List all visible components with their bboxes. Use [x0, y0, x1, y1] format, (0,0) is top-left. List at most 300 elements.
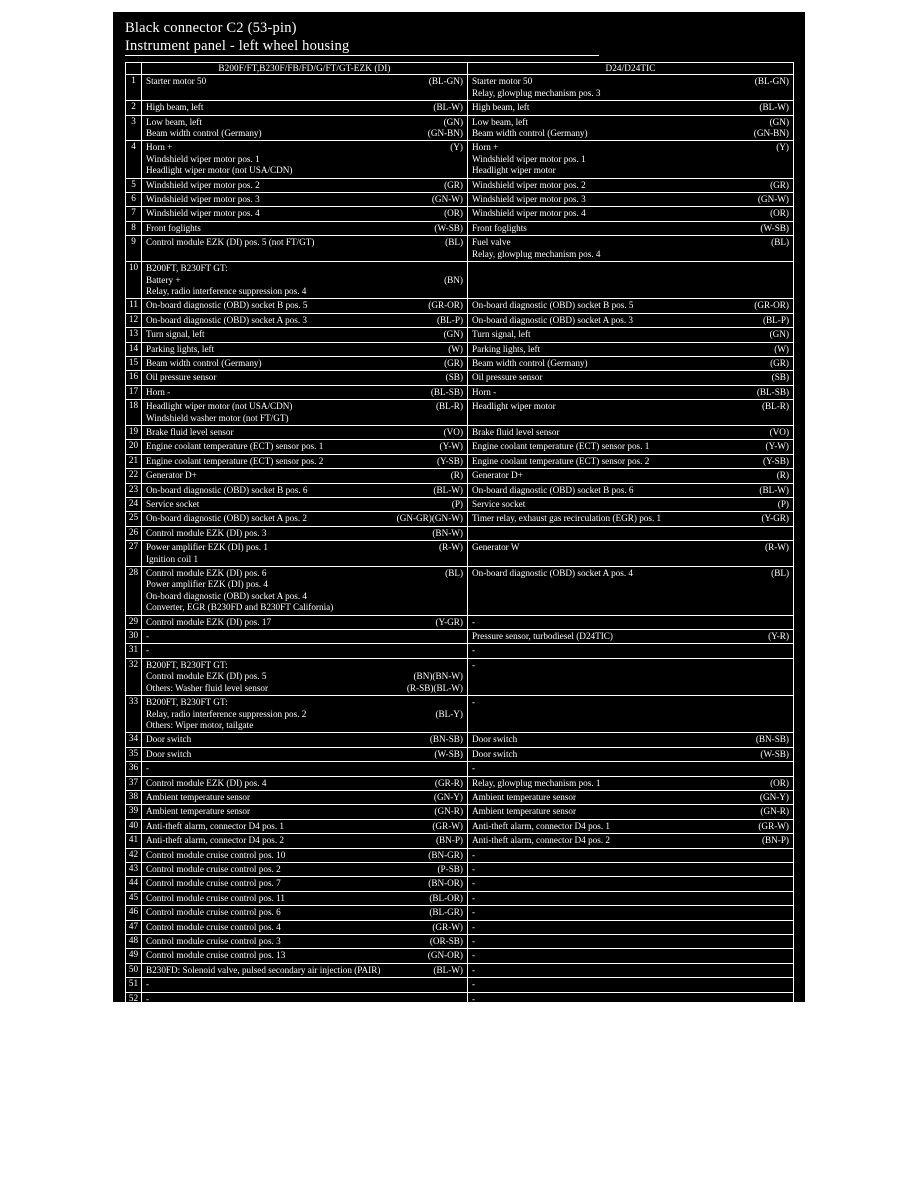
cell-content [142, 262, 467, 298]
pin-number: 46 [126, 906, 142, 920]
pin-number: 20 [126, 440, 142, 454]
table-row [126, 978, 794, 992]
pin-number: 50 [126, 963, 142, 977]
cell-diesel [468, 469, 794, 483]
circuit-line [472, 470, 791, 481]
circuit-description: - [472, 950, 476, 961]
circuit-line [472, 165, 791, 176]
circuit-line [472, 344, 791, 355]
circuit-description: Windshield wiper motor pos. 4 [146, 208, 260, 219]
circuit-line [146, 387, 465, 398]
wire-color-code: (Y) [450, 142, 463, 153]
cell-content [468, 935, 793, 948]
circuit-line [146, 165, 465, 176]
cell-content [468, 993, 793, 1006]
cell-diesel [468, 615, 794, 629]
circuit-line [146, 275, 465, 286]
pin-number: 25 [126, 512, 142, 526]
circuit-line [146, 237, 465, 248]
cell-content [468, 179, 793, 192]
cell-content [142, 386, 467, 399]
circuit-line [472, 697, 791, 708]
wire-color-code: (W) [448, 343, 463, 354]
table-row [126, 790, 794, 804]
table-row [126, 512, 794, 526]
cell-content [142, 371, 467, 384]
cell-diesel [468, 776, 794, 790]
cell-gasoline [142, 425, 468, 439]
circuit-line [146, 697, 465, 708]
wire-color-code: (OR) [770, 777, 789, 788]
circuit-line [472, 907, 791, 918]
circuit-line [472, 878, 791, 889]
cell-content [142, 357, 467, 370]
circuit-description: - [146, 1008, 150, 1019]
cell-gasoline [142, 747, 468, 761]
cell-gasoline [142, 400, 468, 426]
wire-color-code: (BN)(BN-W) [413, 671, 463, 682]
circuit-description: Headlight wiper motor (not USA/CDN) [146, 401, 293, 412]
table-row [126, 819, 794, 833]
circuit-description: High beam, left [146, 102, 204, 113]
table-row [126, 193, 794, 207]
circuit-line [146, 413, 465, 424]
cell-content [468, 906, 793, 919]
circuit-line [472, 102, 791, 113]
circuit-line [146, 470, 465, 481]
wiring-table-sheet [113, 12, 805, 1019]
cell-gasoline [142, 935, 468, 949]
pin-number: 17 [126, 385, 142, 399]
circuit-line [146, 154, 465, 165]
circuit-line [472, 387, 791, 398]
circuit-line [146, 128, 465, 139]
circuit-description: On-board diagnostic (OBD) socket B pos. 5 [146, 300, 308, 311]
cell-gasoline [142, 313, 468, 327]
circuit-line [472, 660, 791, 671]
cell-content [468, 877, 793, 890]
cell-content [468, 236, 793, 261]
pin-number: 48 [126, 935, 142, 949]
cell-diesel [468, 963, 794, 977]
wire-color-code: (R-W) [439, 542, 463, 553]
wire-color-code: (BN-GR) [428, 849, 463, 860]
table-row [126, 385, 794, 399]
cell-diesel [468, 356, 794, 370]
cell-content [142, 455, 467, 468]
circuit-line [146, 1008, 465, 1019]
cell-diesel [468, 299, 794, 313]
circuit-line [472, 979, 791, 990]
cell-gasoline [142, 805, 468, 819]
cell-gasoline [142, 101, 468, 115]
cell-content [468, 455, 793, 468]
circuit-description: Starter motor 50 [472, 76, 533, 87]
page-title: Black connector C2 (53-pin) [125, 20, 297, 36]
wire-color-code: (GN) [443, 116, 463, 127]
cell-diesel [468, 328, 794, 342]
cell-gasoline [142, 342, 468, 356]
cell-diesel [468, 733, 794, 747]
circuit-description: Horn + [146, 142, 173, 153]
circuit-line [146, 344, 465, 355]
circuit-line [146, 427, 465, 438]
circuit-description: Low beam, left [472, 116, 528, 127]
wire-color-code: (BL-SB) [756, 386, 789, 397]
wire-color-code: (W) [774, 343, 789, 354]
cell-gasoline [142, 236, 468, 262]
circuit-description: Door switch [472, 734, 518, 745]
table-row [126, 328, 794, 342]
wire-color-code: (Y) [776, 142, 789, 153]
circuit-line [146, 485, 465, 496]
circuit-line [472, 441, 791, 452]
table-row [126, 696, 794, 733]
wire-color-code: (Y-R) [768, 631, 789, 642]
table-row [126, 236, 794, 262]
circuit-description: Beam width control (Germany) [472, 128, 588, 139]
circuit-line [146, 286, 465, 297]
cell-content [142, 733, 467, 746]
circuit-description: On-board diagnostic (OBD) socket A pos. 3 [472, 314, 634, 325]
circuit-description: - [472, 921, 476, 932]
cell-content [468, 616, 793, 629]
cell-content [468, 567, 793, 580]
pin-number: 6 [126, 193, 142, 207]
circuit-line [472, 76, 791, 87]
circuit-description: Control module cruise control pos. 6 [146, 907, 281, 918]
cell-content [142, 498, 467, 511]
cell-content [468, 527, 793, 540]
cell-gasoline [142, 498, 468, 512]
wire-color-code: (BL-GR) [429, 907, 463, 918]
circuit-line [146, 734, 465, 745]
cell-content [468, 371, 793, 384]
circuit-description: - [472, 892, 476, 903]
wire-color-code: (VO) [443, 426, 463, 437]
circuit-description: Oil pressure sensor [146, 372, 217, 383]
circuit-description: Relay, glowplug mechanism pos. 1 [472, 777, 601, 788]
pin-number: 35 [126, 747, 142, 761]
wire-color-code: (W-SB) [760, 222, 789, 233]
circuit-line [146, 300, 465, 311]
wire-color-code: (GN-GR)(GN-W) [396, 513, 463, 524]
circuit-line [146, 315, 465, 326]
circuit-line [146, 660, 465, 671]
circuit-description: Control module EZK (DI) pos. 5 (not FT/GT) [146, 237, 315, 248]
cell-diesel [468, 848, 794, 862]
table-body [126, 75, 794, 1021]
circuit-description: - [472, 697, 476, 708]
cell-diesel [468, 834, 794, 848]
circuit-line [472, 180, 791, 191]
cell-gasoline [142, 207, 468, 221]
table-row [126, 776, 794, 790]
cell-content [142, 616, 467, 629]
pin-number: 51 [126, 978, 142, 992]
circuit-line [146, 864, 465, 875]
circuit-line [146, 792, 465, 803]
cell-diesel [468, 236, 794, 262]
wire-color-code: (BL-R) [435, 401, 463, 412]
circuit-description: Ambient temperature sensor [146, 806, 251, 817]
table-row [126, 400, 794, 426]
circuit-line [146, 749, 465, 760]
table-row [126, 862, 794, 876]
title-block [113, 12, 805, 62]
table-row [126, 963, 794, 977]
circuit-description: Oil pressure sensor [472, 372, 543, 383]
circuit-line [472, 208, 791, 219]
wire-color-code: (GR) [770, 357, 789, 368]
cell-content [142, 567, 467, 615]
circuit-description: Service socket [146, 499, 200, 509]
circuit-description: Parking lights, left [146, 343, 215, 354]
pin-number: 15 [126, 356, 142, 370]
table-row [126, 630, 794, 644]
table-row [126, 747, 794, 761]
circuit-description: Control module cruise control pos. 2 [146, 863, 281, 874]
circuit-line [472, 542, 791, 553]
wire-color-code: (BL-P) [762, 314, 789, 325]
circuit-line [472, 835, 791, 846]
pin-number: 22 [126, 469, 142, 483]
circuit-description: Beam width control (Germany) [146, 128, 262, 139]
circuit-line [472, 358, 791, 369]
cell-content [142, 849, 467, 862]
cell-gasoline [142, 644, 468, 658]
cell-gasoline [142, 75, 468, 101]
circuit-description: On-board diagnostic (OBD) socket A pos. 3 [146, 314, 308, 325]
circuit-description: B200FT, B230FT GT: [146, 697, 228, 708]
cell-content [468, 921, 793, 934]
wire-color-code: (BL-W) [433, 964, 463, 975]
circuit-line [146, 835, 465, 846]
cell-diesel [468, 221, 794, 235]
pin-number: 10 [126, 262, 142, 299]
circuit-line [146, 631, 465, 642]
circuit-description: Control module cruise control pos. 10 [146, 849, 286, 860]
wire-color-code: (BN) [444, 274, 463, 285]
wire-color-code: (GN-Y) [759, 791, 789, 802]
circuit-description: Windshield wiper motor pos. 3 [146, 194, 260, 205]
table-row [126, 207, 794, 221]
cell-diesel [468, 819, 794, 833]
pinout-table [125, 62, 794, 1021]
cell-diesel [468, 567, 794, 616]
table-row [126, 733, 794, 747]
table-row [126, 425, 794, 439]
cell-content [468, 193, 793, 206]
cell-content [142, 644, 467, 657]
cell-content [142, 299, 467, 312]
circuit-description: Ambient temperature sensor [472, 791, 577, 802]
cell-diesel [468, 906, 794, 920]
table-row [126, 935, 794, 949]
table-row [126, 992, 794, 1006]
cell-content [468, 314, 793, 327]
circuit-description: Door switch [472, 748, 518, 759]
circuit-description: Fuel valve [472, 237, 511, 248]
cell-content [142, 834, 467, 847]
circuit-description: Battery + [146, 274, 181, 285]
circuit-description: Starter motor 50 [146, 76, 207, 87]
cell-diesel [468, 262, 794, 299]
cell-diesel [468, 949, 794, 963]
table-row [126, 178, 794, 192]
circuit-line [472, 237, 791, 248]
table-row [126, 644, 794, 658]
cell-content [468, 357, 793, 370]
circuit-description: Control module EZK (DI) pos. 5 [146, 671, 267, 682]
cell-content [468, 978, 793, 991]
circuit-description: - [472, 849, 476, 860]
cell-gasoline [142, 862, 468, 876]
cell-gasoline [142, 877, 468, 891]
circuit-description: - [472, 964, 476, 975]
pin-number: 23 [126, 483, 142, 497]
circuit-line [472, 223, 791, 234]
circuit-line [472, 821, 791, 832]
wire-color-code: (BL-GN) [428, 76, 463, 87]
circuit-description: - [472, 993, 476, 1004]
cell-gasoline [142, 1007, 468, 1021]
cell-gasoline [142, 541, 468, 567]
circuit-line [146, 907, 465, 918]
cell-gasoline [142, 920, 468, 934]
wire-color-code: (GN) [769, 329, 789, 340]
circuit-line [472, 88, 791, 99]
pin-number: 33 [126, 696, 142, 733]
cell-gasoline [142, 115, 468, 141]
pin-number: 14 [126, 342, 142, 356]
cell-gasoline [142, 848, 468, 862]
cell-diesel [468, 193, 794, 207]
circuit-line [146, 965, 465, 976]
wire-color-code: (BN-SB) [755, 734, 789, 745]
cell-content [468, 892, 793, 905]
circuit-description: Control module cruise control pos. 3 [146, 936, 281, 946]
table-row [126, 526, 794, 540]
cell-gasoline [142, 178, 468, 192]
circuit-line [472, 806, 791, 817]
table-row [126, 949, 794, 963]
table-row [126, 101, 794, 115]
circuit-description: Control module cruise control pos. 7 [146, 878, 281, 889]
pin-number: 12 [126, 313, 142, 327]
pin-number: 27 [126, 541, 142, 567]
circuit-description: Others: Wiper motor, tailgate [146, 719, 254, 730]
circuit-description: Power amplifier EZK (DI) pos. 1 [146, 542, 268, 553]
circuit-line [146, 76, 465, 87]
cell-gasoline [142, 567, 468, 616]
pin-number: 52 [126, 992, 142, 1006]
circuit-line [146, 499, 465, 510]
wire-color-code: (Y-W) [439, 441, 463, 452]
cell-diesel [468, 101, 794, 115]
circuit-description: Relay, radio interference suppression pos. 4 [146, 285, 307, 296]
circuit-description: - [472, 659, 476, 670]
cell-content [468, 484, 793, 497]
cell-diesel [468, 178, 794, 192]
circuit-line [472, 864, 791, 875]
cell-content [468, 207, 793, 220]
cell-content [142, 964, 467, 977]
wire-color-code: (BL) [445, 568, 463, 579]
cell-content [142, 101, 467, 114]
circuit-line [146, 528, 465, 539]
cell-content [142, 484, 467, 497]
circuit-line [146, 763, 465, 774]
cell-diesel [468, 425, 794, 439]
cell-content [142, 935, 467, 948]
pin-number: 5 [126, 178, 142, 192]
circuit-line [472, 401, 791, 412]
wire-color-code: (BL-W) [759, 484, 789, 495]
cell-content [468, 101, 793, 114]
table-row [126, 848, 794, 862]
wire-color-code: (GR-OR) [754, 300, 789, 311]
cell-diesel [468, 790, 794, 804]
circuit-description: - [146, 631, 150, 642]
cell-diesel [468, 141, 794, 178]
pin-number: 34 [126, 733, 142, 747]
cell-diesel [468, 371, 794, 385]
cell-diesel [468, 992, 794, 1006]
circuit-description: Front foglights [472, 222, 527, 233]
cell-content [142, 527, 467, 540]
cell-content [142, 805, 467, 818]
wire-color-code: (GR-W) [758, 820, 789, 831]
cell-diesel [468, 313, 794, 327]
circuit-line [472, 749, 791, 760]
wire-color-code: (Y-W) [765, 441, 789, 452]
wire-color-code: (GR-W) [432, 921, 463, 932]
cell-content [468, 777, 793, 790]
circuit-line [472, 1008, 791, 1019]
circuit-line [146, 102, 465, 113]
circuit-line [146, 994, 465, 1005]
circuit-description: Service socket [472, 499, 526, 509]
wire-color-code: (GN-OR) [427, 950, 463, 961]
circuit-description: Converter, EGR (B230FD and B230FT California) [146, 602, 334, 613]
wire-color-code: (OR) [770, 208, 789, 219]
circuit-line [146, 223, 465, 234]
cell-gasoline [142, 193, 468, 207]
cell-content [142, 777, 467, 790]
cell-content [142, 440, 467, 453]
wire-color-code: (BL-SB) [430, 386, 463, 397]
cell-diesel [468, 1007, 794, 1021]
circuit-line [146, 117, 465, 128]
circuit-description: Beam width control (Germany) [146, 357, 262, 368]
table-row [126, 1007, 794, 1021]
circuit-line [146, 922, 465, 933]
circuit-description: Horn - [146, 386, 171, 397]
cell-content [142, 659, 467, 695]
wire-color-code: (GR) [444, 179, 463, 190]
circuit-description: Control module EZK (DI) pos. 3 [146, 527, 267, 538]
circuit-description: Control module EZK (DI) pos. 4 [146, 777, 267, 788]
wire-color-code: (Y-GR) [761, 513, 789, 524]
cell-content [468, 644, 793, 657]
circuit-line [472, 922, 791, 933]
cell-gasoline [142, 299, 468, 313]
circuit-line [146, 617, 465, 628]
circuit-line [146, 778, 465, 789]
wire-color-code: (BL-OR) [429, 892, 463, 903]
circuit-line [146, 850, 465, 861]
